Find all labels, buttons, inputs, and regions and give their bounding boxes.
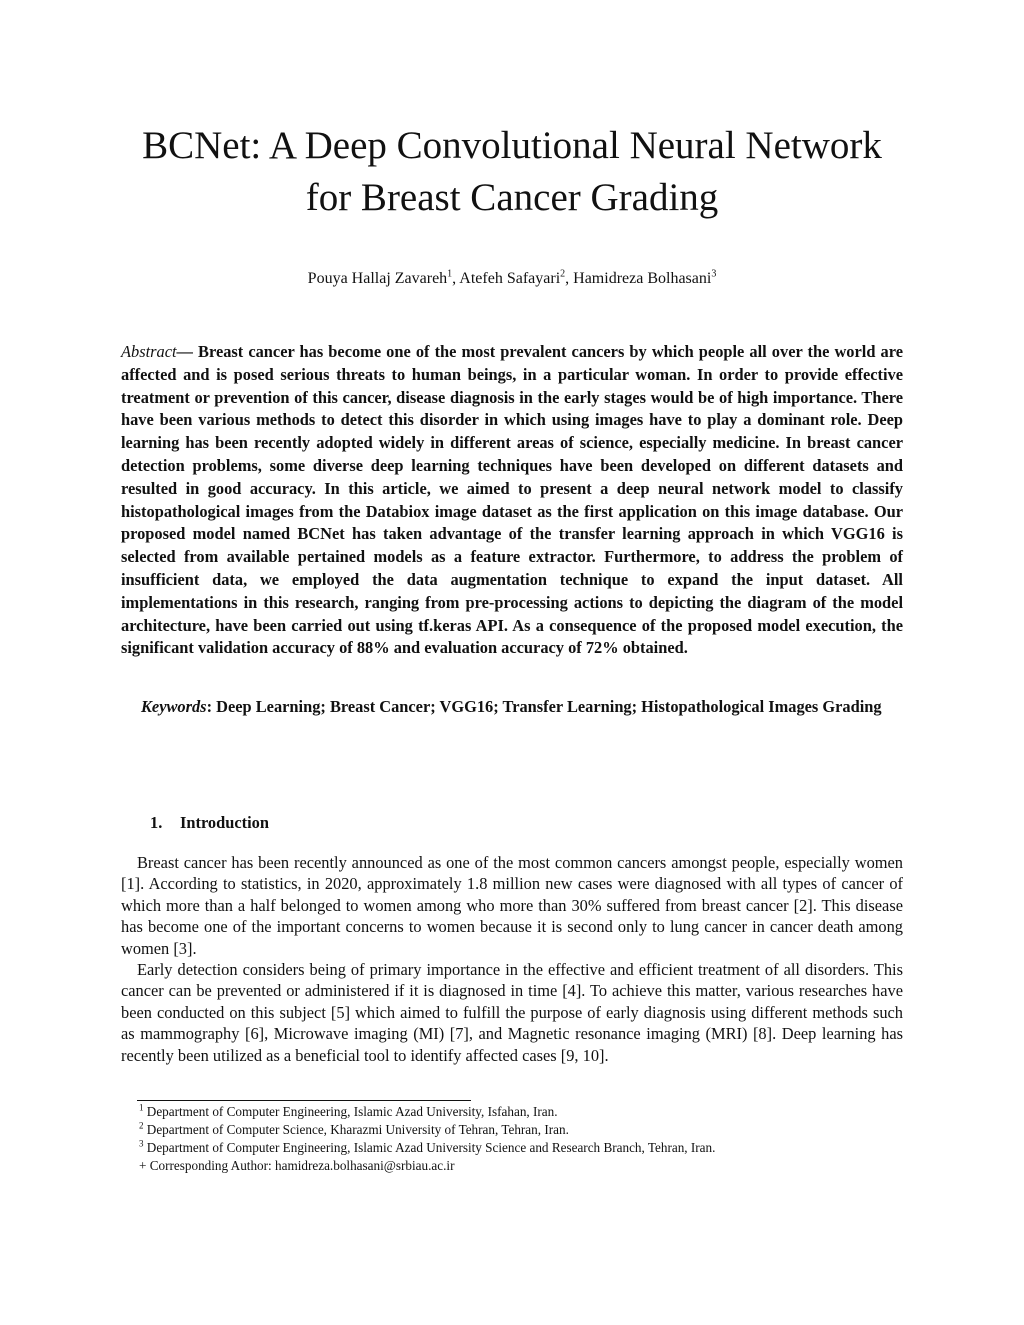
- paper-title: [0, 120, 1024, 224]
- footnote: [139, 1139, 899, 1157]
- footnotes: [139, 1103, 899, 1175]
- author-name: Pouya Hallaj Zavareh: [307, 270, 448, 287]
- keywords-text: : Deep Learning; Breast Cancer; VGG16; Transfer Learning; Histopathological Images Grading: [206, 697, 882, 716]
- abstract-label: Abstract: [121, 342, 177, 361]
- title-line-1: BCNet: A Deep Convolutional Neural Network: [142, 124, 882, 167]
- footnote-mark: 1: [139, 1102, 144, 1113]
- title-line-2: for Breast Cancer Grading: [305, 176, 719, 219]
- paragraph: Breast cancer has been recently announced as one of the most common cancers amongst people, especially women [1]. According to statistics, in 2020, approximately 1.8 million new cases were diagnosed with all types of cancer of which more than a half belonged to women among who more than 30% suffered from breast cancer [2]. This disease has become one of the important concerns to women because it is second only to lung cancer in cancer death among women [3].: [121, 853, 903, 958]
- author-affiliation-mark: 2: [560, 268, 566, 280]
- footnote: [139, 1103, 899, 1121]
- keywords-label: Keywords: [141, 697, 207, 716]
- footnote-text: Department of Computer Engineering, Islamic Azad University Science and Research Branch, Tehran, Iran.: [146, 1140, 716, 1155]
- footnote-mark: 3: [139, 1138, 144, 1149]
- author-affiliation-mark: 1: [447, 268, 453, 280]
- footnote-text: Department of Computer Engineering, Islamic Azad University, Isfahan, Iran.: [146, 1104, 558, 1119]
- abstract: [121, 341, 903, 660]
- paragraph: Early detection considers being of primary importance in the effective and efficient treatment of all disorders. This cancer can be prevented or administered if it is diagnosed in time [4]. To achieve this matter, various researches have been conducted on this subject [5] which aimed to fulfill the purpose of early diagnosis using different methods such as mammography [6], Microwave imaging (MI) [7], and Magnetic resonance imaging (MRI) [8]. Deep learning has recently been utilized as a beneficial tool to identify affected cases [9, 10].: [121, 960, 903, 1065]
- footnote: [139, 1157, 899, 1175]
- footnote-text: Department of Computer Science, Kharazmi University of Tehran, Tehran, Iran.: [146, 1122, 569, 1137]
- author-list: Pouya Hallaj Zavareh$^1$, Atefeh Safayari$^2$, Hamidreza Bolhasani$^3$: [307, 268, 717, 287]
- abstract-dash: —: [176, 342, 193, 361]
- footnote-text: Corresponding Author: hamidreza.bolhasani@srbiau.ac.ir: [149, 1158, 455, 1173]
- author-name: Atefeh Safayari: [459, 270, 561, 287]
- keywords: [121, 696, 903, 718]
- author-affiliation-mark: 3: [711, 268, 717, 280]
- footnote-divider: [137, 1100, 471, 1101]
- footnote-mark: +: [139, 1158, 147, 1173]
- section-number: 1.: [150, 813, 163, 832]
- footnote: [139, 1121, 899, 1139]
- section-heading-introduction: [150, 812, 269, 834]
- footnote-mark: 2: [139, 1120, 144, 1131]
- abstract-text: Breast cancer has become one of the most prevalent cancers by which people all over the world are affected and is posed serious threats to human beings, in a particular woman. In order to provide effective treatment or prevention of this cancer, disease diagnosis in the early stages would be of high importance. There have been various methods to detect this disorder in which using images have to play a dominant role. Deep learning has been recently adopted widely in different areas of science, especially medicine. In breast cancer detection problems, some diverse deep learning techniques have been developed on different datasets and resulted in good accuracy. In this article, we aimed to present a deep neural network model to classify histopathological images from the Databiox image dataset as the first application on this image database. Our proposed model named BCNet has taken advantage of the transfer learning approach in which VGG16 is selected from available pertained models as a feature extractor. Furthermore, to address the problem of insufficient data, we employed the data augmentation technique to expand the input dataset. All implementations in this research, ranging from pre-processing actions to depicting the diagram of the model architecture, have been carried out using tf.keras API. As a consequence of the proposed model execution, the significant validation accuracy of 88% and evaluation accuracy of 72% obtained.: [121, 342, 903, 658]
- author-name: Hamidreza Bolhasani: [573, 270, 712, 287]
- section-title: Introduction: [180, 813, 269, 832]
- introduction-body: [121, 852, 903, 1066]
